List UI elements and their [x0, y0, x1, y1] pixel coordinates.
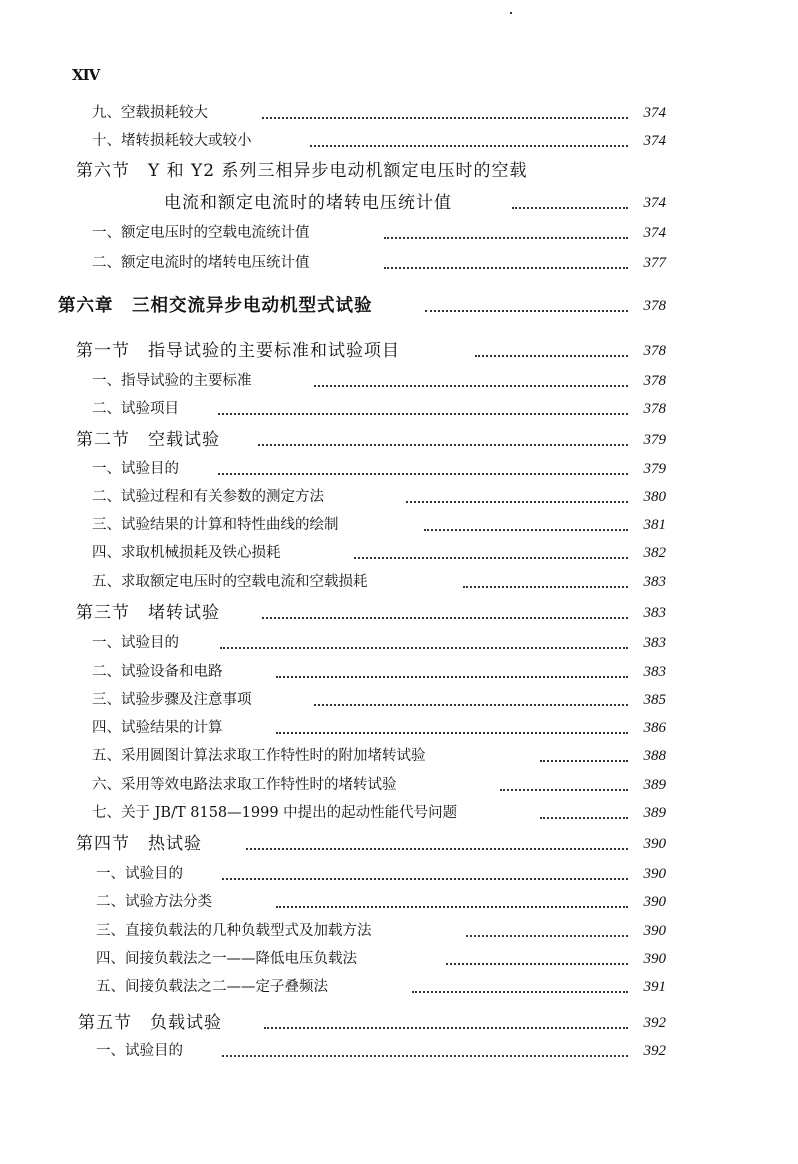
toc-page-number: 385 [643, 692, 666, 708]
toc-entry-title: 三、试验结果的计算和特性曲线的绘制 [92, 517, 339, 533]
toc-page-number: 374 [643, 105, 666, 121]
toc-page-number: 378 [643, 343, 666, 359]
toc-entry-title: 九、空载损耗较大 [92, 105, 208, 121]
toc-entry-title: 二、试验过程和有关参数的测定方法 [92, 489, 324, 505]
toc-entry [0, 294, 798, 318]
toc-entry [0, 975, 798, 999]
toc-dot-leader [264, 1027, 628, 1029]
toc-page-number: 390 [643, 894, 666, 910]
toc-dot-leader [218, 413, 628, 415]
toc-dot-leader [276, 676, 628, 678]
toc-page-number: 388 [643, 748, 666, 764]
toc-entry-title: 二、试验项目 [92, 401, 179, 417]
toc-page-number: 379 [643, 461, 666, 477]
toc-page-number: 390 [643, 923, 666, 939]
toc-dot-leader [384, 237, 628, 239]
toc-entry [0, 832, 798, 856]
toc-entry-title: 三、直接负载法的几种负载型式及加载方法 [96, 923, 372, 939]
toc-entry [0, 1011, 798, 1035]
toc-dot-leader [276, 732, 628, 734]
toc-dot-leader [424, 529, 628, 531]
toc-entry [0, 221, 798, 245]
toc-page-number: 390 [643, 836, 666, 852]
toc-page-number: 380 [643, 489, 666, 505]
toc-dot-leader [218, 473, 628, 475]
toc-entry-title: 第五节 负载试验 [78, 1013, 222, 1033]
toc-entry [0, 339, 798, 363]
toc-page-number: 381 [643, 517, 666, 533]
toc-dot-leader [310, 145, 628, 147]
toc-entry [0, 541, 798, 565]
toc-entry [0, 947, 798, 971]
toc-entry-title: 一、试验目的 [92, 461, 179, 477]
toc-entry [0, 744, 798, 768]
toc-dot-leader [425, 310, 628, 312]
toc-page-number: 377 [643, 255, 666, 271]
toc-entry-title: 一、额定电压时的空载电流统计值 [92, 225, 310, 241]
toc-dot-leader [512, 207, 628, 209]
toc-page-number: 383 [643, 605, 666, 621]
toc-entry-title: 一、试验目的 [96, 866, 183, 882]
toc-entry-title: 七、关于 JB/T 8158—1999 中提出的起动性能代号问题 [92, 805, 458, 821]
page-number: XIV [72, 66, 100, 84]
toc-entry [0, 890, 798, 914]
toc-entry-title: 一、试验目的 [96, 1043, 183, 1059]
toc-entry [0, 631, 798, 655]
toc-dot-leader [276, 906, 628, 908]
toc-page-number: 390 [643, 951, 666, 967]
toc-entry [0, 1039, 798, 1063]
toc-entry [0, 101, 798, 125]
toc-page-number: 374 [643, 225, 666, 241]
toc-entry-title: 二、试验设备和电路 [92, 664, 223, 680]
toc-page-number: 382 [643, 545, 666, 561]
scan-speck [510, 12, 512, 14]
toc-entry [0, 457, 798, 481]
toc-entry-title: 六、采用等效电路法求取工作特性时的堵转试验 [92, 777, 397, 793]
toc-dot-leader [222, 878, 628, 880]
toc-entry [0, 485, 798, 509]
toc-page-number: 383 [643, 635, 666, 651]
toc-entry-title: 第三节 堵转试验 [76, 603, 220, 623]
toc-entry [0, 919, 798, 943]
toc-entry [0, 159, 798, 183]
toc-dot-leader [354, 557, 628, 559]
toc-entry-title: 五、采用圆图计算法求取工作特性时的附加堵转试验 [92, 748, 426, 764]
toc-page-number: 383 [643, 664, 666, 680]
toc-entry-title: 十、堵转损耗较大或较小 [92, 133, 252, 149]
toc-dot-leader [466, 935, 628, 937]
toc-dot-leader [314, 704, 628, 706]
toc-entry-title: 二、额定电流时的堵转电压统计值 [92, 255, 310, 271]
toc-dot-leader [475, 355, 628, 357]
toc-entry-title: 一、试验目的 [92, 635, 179, 651]
toc-entry [0, 191, 798, 215]
toc-entry [0, 801, 798, 825]
toc-entry-title: 第四节 热试验 [76, 834, 202, 854]
toc-dot-leader [246, 848, 628, 850]
toc-entry [0, 773, 798, 797]
toc-entry-title: 五、求取额定电压时的空载电流和空载损耗 [92, 574, 368, 590]
toc-page-number: 379 [643, 432, 666, 448]
toc-dot-leader [262, 617, 628, 619]
toc-entry [0, 688, 798, 712]
toc-dot-leader [384, 267, 628, 269]
toc-entry [0, 369, 798, 393]
toc-dot-leader [412, 991, 628, 993]
toc-dot-leader [463, 586, 628, 588]
toc-dot-leader [540, 760, 628, 762]
toc-dot-leader [222, 1055, 628, 1057]
toc-dot-leader [406, 501, 628, 503]
toc-entry [0, 129, 798, 153]
toc-page-number: 389 [643, 777, 666, 793]
toc-dot-leader [500, 789, 628, 791]
toc-entry-title: 第一节 指导试验的主要标准和试验项目 [76, 341, 400, 361]
toc-page-number: 389 [643, 805, 666, 821]
toc-entry-title: 五、间接负载法之二——定子叠频法 [96, 979, 328, 995]
toc-entry-title: 二、试验方法分类 [96, 894, 212, 910]
toc-entry-title: 第二节 空载试验 [76, 430, 220, 450]
toc-dot-leader [220, 647, 628, 649]
toc-page-number: 391 [643, 979, 666, 995]
toc-entry [0, 601, 798, 625]
toc-entry [0, 862, 798, 886]
toc-entry [0, 397, 798, 421]
toc-dot-leader [258, 444, 628, 446]
toc-entry-title: 四、求取机械损耗及铁心损耗 [92, 545, 281, 561]
toc-entry-title: 三、试验步骤及注意事项 [92, 692, 252, 708]
toc-page-number: 374 [643, 195, 666, 211]
toc-dot-leader [262, 117, 628, 119]
toc-page-number: 386 [643, 720, 666, 736]
toc-dot-leader [446, 963, 628, 965]
toc-dot-leader [540, 817, 628, 819]
toc-page-number: 383 [643, 574, 666, 590]
toc-entry [0, 660, 798, 684]
toc-entry [0, 716, 798, 740]
toc-page-number: 378 [643, 298, 666, 314]
toc-entry-title: 电流和额定电流时的堵转电压统计值 [164, 193, 452, 213]
toc-entry-title: 四、试验结果的计算 [92, 720, 223, 736]
toc-entry [0, 513, 798, 537]
toc-dot-leader [314, 385, 628, 387]
toc-page-number: 378 [643, 401, 666, 417]
toc-page-number: 390 [643, 866, 666, 882]
toc-entry [0, 251, 798, 275]
toc-page-number: 392 [643, 1015, 666, 1031]
toc-entry [0, 570, 798, 594]
toc-page-number: 378 [643, 373, 666, 389]
toc-entry-title: 一、指导试验的主要标准 [92, 373, 252, 389]
toc-entry-title: 第六节 Y 和 Y2 系列三相异步电动机额定电压时的空载 [76, 161, 528, 181]
toc-entry-title: 第六章 三相交流异步电动机型式试验 [58, 296, 373, 316]
toc-entry [0, 428, 798, 452]
toc-page-number: 392 [643, 1043, 666, 1059]
toc-page-number: 374 [643, 133, 666, 149]
toc-entry-title: 四、间接负载法之一——降低电压负载法 [96, 951, 357, 967]
